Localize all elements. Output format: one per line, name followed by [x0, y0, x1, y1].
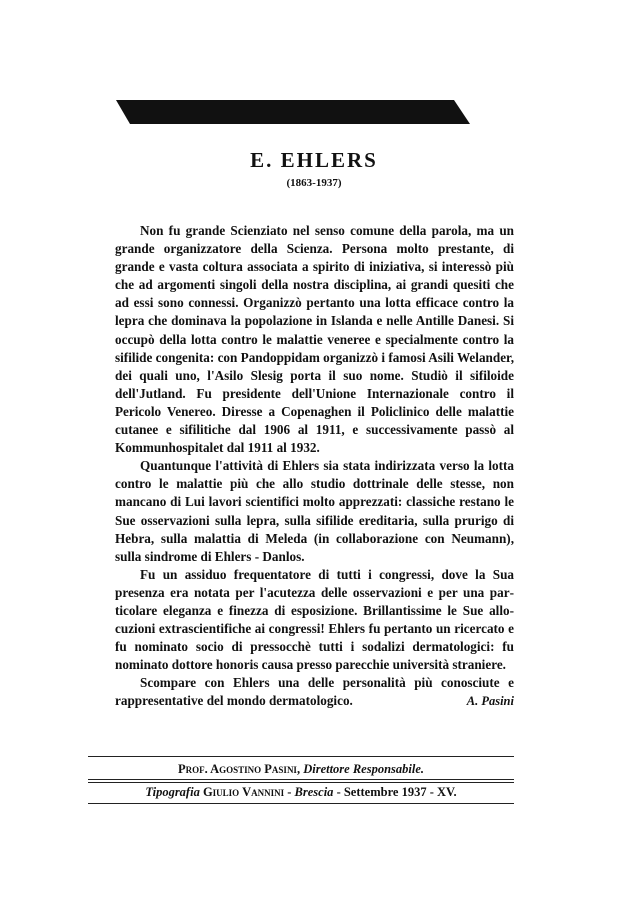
- life-dates: (1863-1937): [286, 177, 342, 189]
- paragraph-1: Non fu grande Scienziato nel senso comune della parola, ma un grande organizzatore della Scienza. Persona molto prestante, di grande e vasta coltura associata a spirito di iniziativa, si interessò più che ad argomenti singoli della nostra disciplina, ai grandi quesiti che ad essi sono connessi. Organizzò pertanto una lotta efficace contro la lepra che dominava la popolazione in Islanda e nelle Antille Danesi. Si occupò della lotta contro le malattie veneree e specialmente contro la sifilide congenita: con Pandoppidam organizzò i famosi Asili Welander, dei quali uno, l'Asilo Slesig porta il suo nome. Studiò il sifiloide dell'Jutland. Fu presidente dell'Unione Internazionale contro il Pericolo Venereo. Diresse a Copenaghen il Policlinico delle malattie cutanee e sifilitiche dal 1906 al 1911, e successivamente passò al Kommunhospitalet dal 1911 al 1932.: [115, 223, 514, 456]
- paragraph-3: Fu un assiduo frequentatore di tutti i congressi, dove la Sua presenza era notata per l'acutezza delle osservazioni e per una particolare eleganza e finezza di esposizione. Brillantissime le Sue allocuzioni extrascientifiche ai congressi! Ehlers fu pertanto un ricercato e fu nominato socio di pressocchè tutti i sodalizi dermatologici: fu nominato dottore honoris causa presso parecchie università straniere.: [115, 566, 514, 673]
- separator-2: -: [336, 785, 341, 799]
- paragraph-2: Quantunque l'attività di Ehlers sia stata indirizzata verso la lotta contro le malattie più che allo studio dottrinale delle stesse, non mancano di Lui lavori scientifici molto apprezzati: classiche restano le Sue osservazioni sulla lepra, sulla sifilide ereditaria, sulla prurigo di Hebra, sulla malattia di Meleda (in collaborazione con Neumann), sulla sindrome di Ehlers - Danlos.: [115, 458, 514, 564]
- article-body: [115, 222, 514, 711]
- separator-1: -: [287, 785, 292, 799]
- colophon-rule-middle: [88, 779, 514, 783]
- director-role: Direttore Responsabile.: [303, 762, 425, 776]
- decorative-top-bar: [116, 100, 470, 124]
- printer-line: [88, 785, 514, 800]
- page-title: E. EHLERS: [250, 148, 378, 172]
- colophon-rule-bottom: [88, 803, 514, 804]
- colophon-rule-top: [88, 756, 514, 757]
- printer-prefix: Tipografia: [145, 785, 200, 799]
- director-line: [88, 762, 514, 777]
- printer-city: Brescia: [294, 785, 334, 799]
- top-bar-shape: [116, 100, 470, 124]
- director-name: Prof. Agostino Pasini,: [177, 762, 301, 776]
- author-signature: A. Pasini: [466, 694, 514, 708]
- paragraph-4: Scompare con Ehlers una delle personalità più conosciute e rappresentative del mondo dermatologico.: [115, 675, 514, 709]
- print-date: Settembre 1937 - XV.: [343, 785, 457, 799]
- printer-name: Giulio Vannini: [202, 785, 285, 799]
